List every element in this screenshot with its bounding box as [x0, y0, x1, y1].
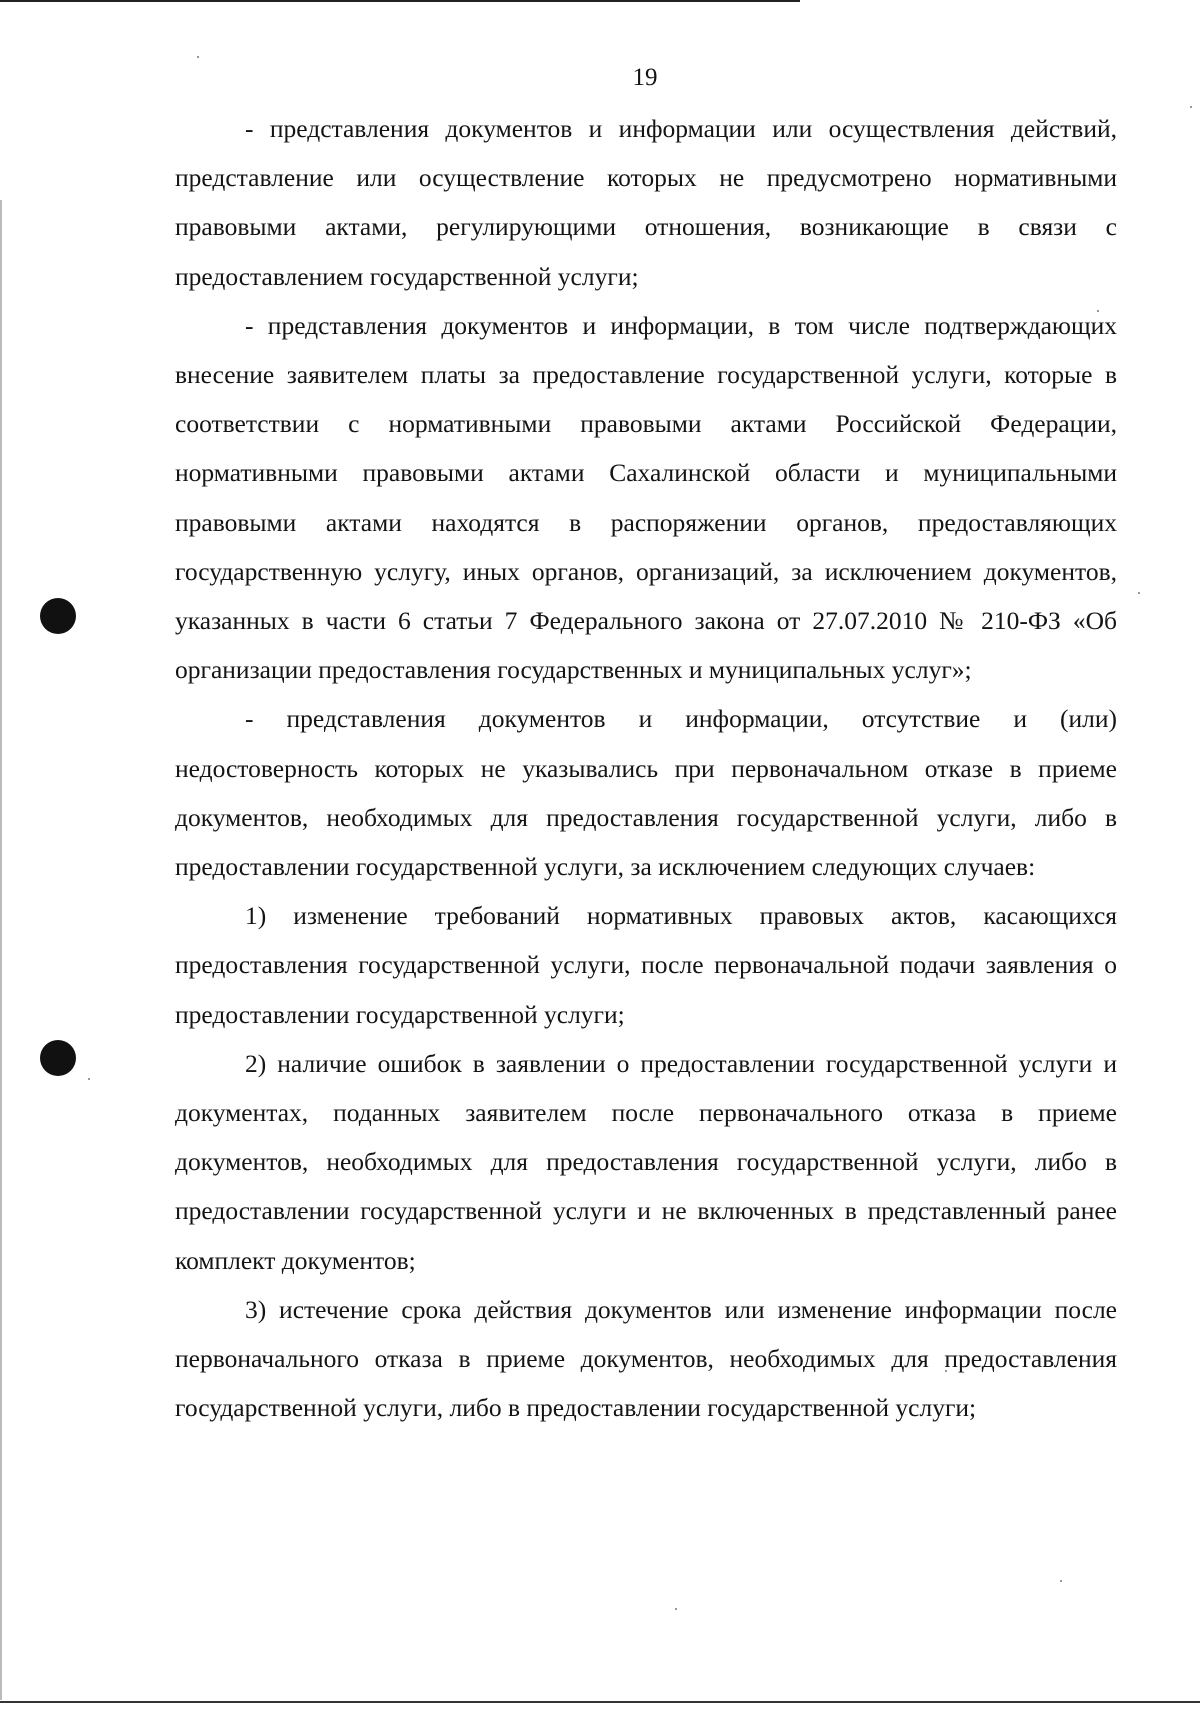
- scan-edge-left: [0, 200, 2, 1700]
- scan-edge-top: [0, 0, 800, 2]
- document-body: [175, 104, 1117, 1432]
- paragraph-item-2: 2) наличие ошибок в заявлении о предоставлении государственной услуги и документах, поданных заявителем после первоначального отказа в приеме документов, необходимых для предоставления государственной услуги, либо в предоставлении государственной услуги и не включенных в представленный ранее комплект документов;: [175, 1048, 1117, 1275]
- scan-speck: [1190, 106, 1192, 108]
- scan-speck: [88, 1078, 90, 1080]
- scan-speck: [1060, 1580, 1062, 1582]
- paragraph-dash-2: - представления документов и информации, в том числе подтверждающих внесение заявителем платы за предоставление государственной услуги, которые в соответствии с нормативными правовыми актами Российской Федерации, нормативными правовыми актами Сахалинской области и муниципальными правовыми актами находятся в распоряжении органов, предоставляющих государственную услугу, иных органов, организаций, за исключением документов, указанных в части 6 статьи 7 Федерального закона от 27.07.2010 № 210-ФЗ «Об организации предоставления государственных и муниципальных услуг»;: [175, 310, 1117, 685]
- paragraph-item-3: 3) истечение срока действия документов или изменение информации после первоначального отказа в приеме документов, необходимых для предоставления государственной услуги, либо в предоставлении государственной услуги;: [175, 1294, 1117, 1423]
- punch-hole: [40, 1040, 76, 1076]
- page-number: 19: [632, 64, 658, 91]
- paragraph-dash-1: - представления документов и информации или осуществления действий, представление или осуществление которых не предусмотрено нормативными правовыми актами, регулирующими отношения, возникающие в связи с предоставлением государственной услуги;: [175, 114, 1117, 291]
- paragraph-item-1: 1) изменение требований нормативных правовых актов, касающихся предоставления государственной услуги, после первоначальной подачи заявления о предоставлении государственной услуги;: [175, 901, 1117, 1029]
- scan-edge-bottom: [0, 1701, 1200, 1703]
- scan-speck: [1138, 592, 1140, 594]
- punch-hole: [40, 598, 76, 634]
- scan-speck: [197, 56, 199, 58]
- scan-speck: [675, 1608, 677, 1610]
- paragraph-dash-3: - представления документов и информации, отсутствие и (или) недостоверность которых не указывались при первоначальном отказе в приеме документов, необходимых для предоставления государственной услуги, либо в предоставлении государственной услуги, за исключением следующих случаев:: [175, 704, 1117, 882]
